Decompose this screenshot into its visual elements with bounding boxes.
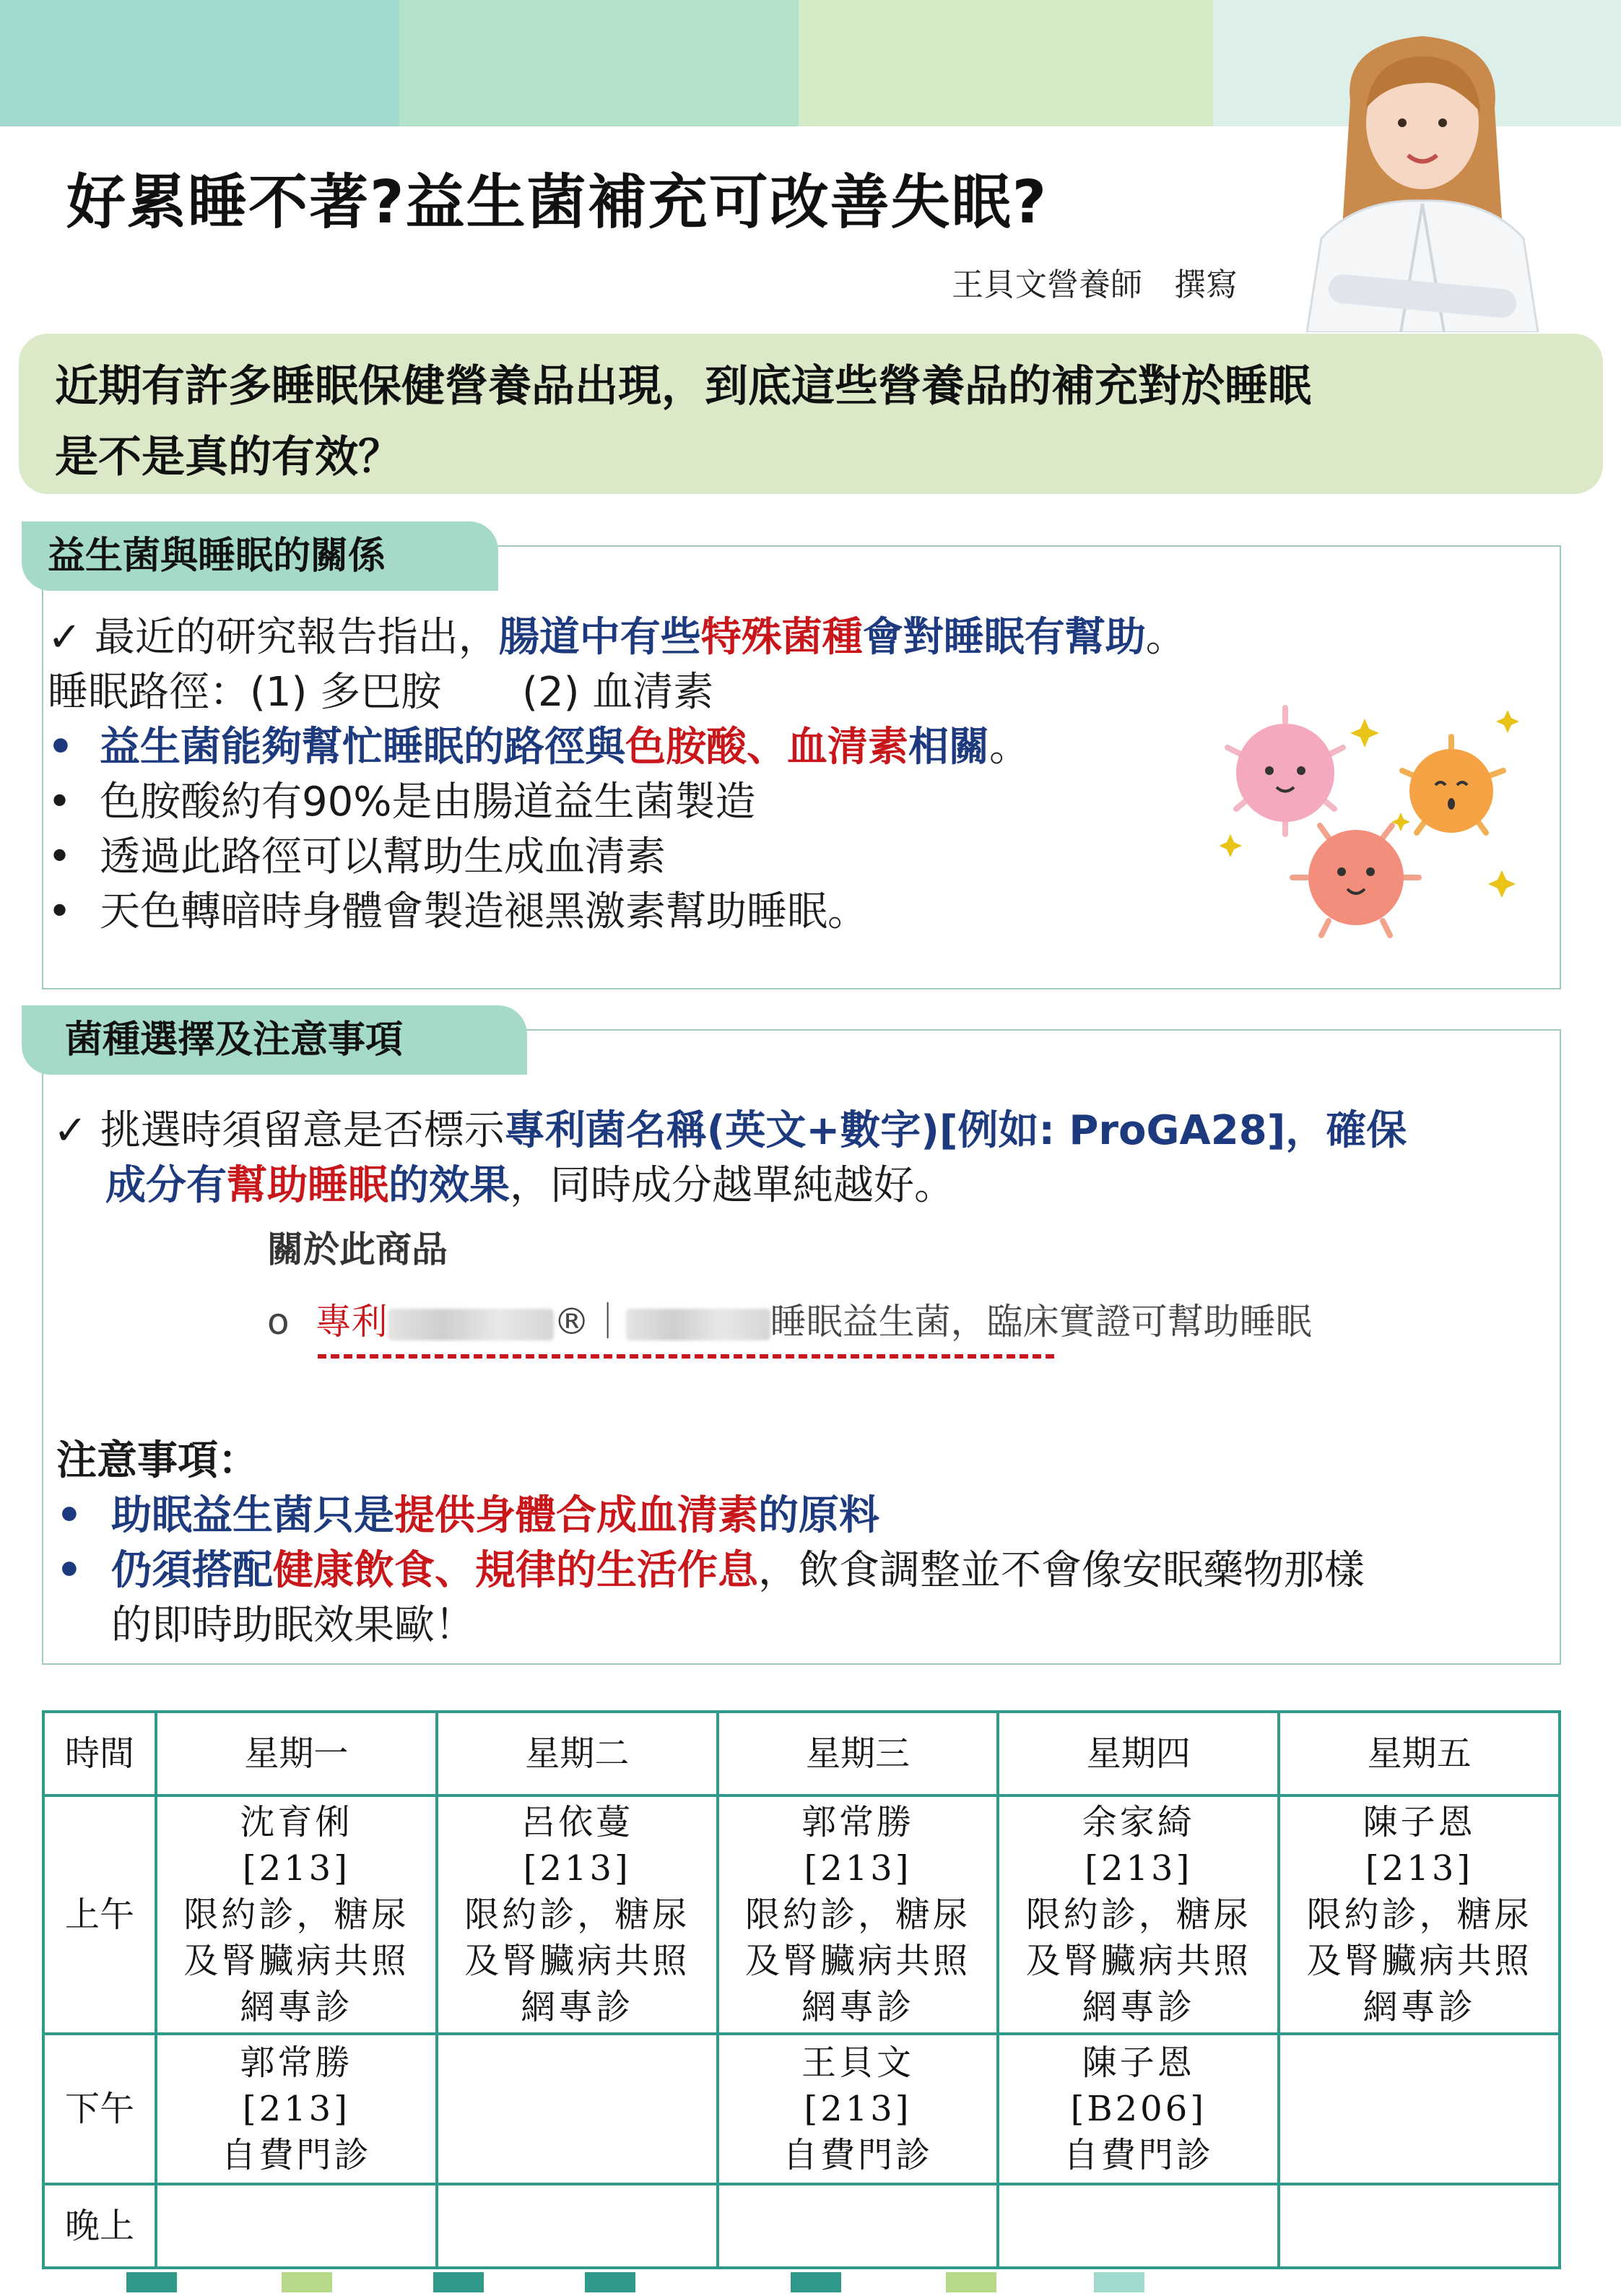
intro-line-2: 是不是真的有效？ (55, 432, 401, 482)
section1-line1: ✓ 最近的研究報告指出，腸道中有些特殊菌種會對睡眠有幫助。 (48, 614, 1186, 661)
color-band-2 (399, 0, 799, 126)
schedule-cell-line: 網專診 (1363, 1987, 1476, 2027)
schedule-cell-line: [213] (242, 1848, 350, 1889)
note-1: • 助眠益生菌只是提供身體合成血清素的原料 (56, 1489, 1365, 1543)
schedule-cell-line: 限約診，糖尿 (1306, 1894, 1532, 1935)
author-byline: 王貝文營養師 撰寫 (952, 267, 1238, 303)
schedule-cell-line: [213] (242, 2089, 350, 2129)
schedule-cell (1279, 1795, 1560, 2034)
schedule-cell (1279, 2184, 1560, 2268)
circle-bullet-icon: o (267, 1301, 290, 1343)
schedule-cell-line: 網專診 (1082, 1987, 1195, 2027)
check-icon: ✓ (48, 614, 82, 661)
schedule-cell (718, 2184, 999, 2268)
section1-bullet4: • 天色轉暗時身體會製造褪黑激素幫助睡眠。 (48, 885, 1186, 940)
schedule-cell-line: 自費門診 (221, 2135, 372, 2175)
red-dashed-underline (318, 1354, 1054, 1359)
schedule-cell (998, 2034, 1279, 2184)
probiotic-bacteria-illustration (1220, 704, 1524, 943)
product-patent-label: 專利 (315, 1301, 388, 1343)
header-wednesday: 星期三 (718, 1712, 999, 1795)
schedule-cell-line: [213] (1365, 1848, 1474, 1889)
note-2-continued: 的即時助眠效果歐！ (111, 1602, 475, 1649)
schedule-header-row (43, 1712, 1560, 1795)
section1-content (48, 610, 1186, 940)
schedule-cell-line: 郭常勝 (240, 2042, 353, 2083)
schedule-cell-line: 限約診，糖尿 (1025, 1894, 1251, 1935)
section-heading-sleep-relation: 益生菌與睡眠的關係 (22, 521, 498, 591)
schedule-cell-line: 及腎臟病共照 (464, 1941, 690, 1981)
product-figure-line: o 專利 ®｜ 睡眠益生菌，臨床實證可幫助睡眠 (267, 1301, 1312, 1343)
bullet-icon: • (56, 1492, 82, 1539)
notes-title: 注意事項： (56, 1437, 258, 1484)
schedule-period-label: 晚上 (43, 2184, 156, 2268)
schedule-period-label: 下午 (43, 2034, 156, 2184)
schedule-cell-line: 沈育俐 (240, 1802, 353, 1842)
schedule-cell-line: 限約診，糖尿 (183, 1894, 409, 1935)
schedule-cell (437, 1795, 718, 2034)
schedule-cell (156, 2184, 437, 2268)
bullet-icon: • (48, 724, 74, 771)
schedule-cell (1279, 2034, 1560, 2184)
author-portrait (1300, 14, 1545, 332)
color-band-3 (799, 0, 1213, 126)
schedule-cell-line: 限約診，糖尿 (744, 1894, 970, 1935)
schedule-cell-line: [213] (804, 1848, 912, 1889)
section-heading-strain-selection: 菌種選擇及注意事項 (22, 1005, 527, 1075)
schedule-cell (156, 2034, 437, 2184)
note-2: • 仍須搭配健康飲食、規律的生活作息，飲食調整並不會像安眠藥物那樣 (56, 1543, 1365, 1598)
schedule-cell-line: 余家綺 (1082, 1802, 1195, 1842)
schedule-cell-line: [213] (1085, 1848, 1193, 1889)
schedule-cell-line: 自費門診 (782, 2135, 933, 2175)
intro-line-1: 近期有許多睡眠保健營養品出現，到底這些營養品的補充對於睡眠 (55, 361, 1311, 412)
header-thursday: 星期四 (998, 1712, 1279, 1795)
header-monday: 星期一 (156, 1712, 437, 1795)
section2-line1: ✓ 挑選時須留意是否標示專利菌名稱(英文+數字)[例如: ProGA28]，確保 (53, 1107, 1407, 1154)
product-screenshot (245, 1221, 1473, 1387)
schedule-cell-line: 呂依蔓 (521, 1802, 634, 1842)
schedule-cell (718, 1795, 999, 2034)
schedule-cell (156, 1795, 437, 2034)
header-tuesday: 星期二 (437, 1712, 718, 1795)
schedule-period-label: 上午 (43, 1795, 156, 2034)
schedule-cell-line: 陳子恩 (1082, 2042, 1195, 2083)
blurred-product-name (388, 1309, 554, 1340)
page-title: 好累睡不著?益生菌補充可改善失眠? (66, 168, 1048, 237)
section1-bullet3: • 透過此路徑可以幫助生成血清素 (48, 830, 1186, 885)
clinic-schedule-table (42, 1710, 1561, 2269)
schedule-cell (998, 2184, 1279, 2268)
schedule-cell (718, 2034, 999, 2184)
color-band-1 (0, 0, 399, 126)
schedule-cell-line: 限約診，糖尿 (464, 1894, 690, 1935)
section2-selection-text (53, 1104, 1407, 1213)
section1-bullet2: • 色胺酸約有90%是由腸道益生菌製造 (48, 775, 1186, 830)
schedule-cell-line: 網專診 (801, 1987, 914, 2027)
schedule-cell (437, 2184, 718, 2268)
schedule-cell-line: 郭常勝 (801, 1802, 914, 1842)
schedule-cell-line: 及腎臟病共照 (744, 1941, 970, 1981)
schedule-cell (998, 1795, 1279, 2034)
sleep-path-line: 睡眠路徑：(1) 多巴胺 (2) 血清素 (48, 669, 714, 716)
header-time: 時間 (43, 1712, 156, 1795)
bullet-icon: • (48, 779, 72, 826)
schedule-cell-line: 及腎臟病共照 (1025, 1941, 1251, 1981)
section2-notes (56, 1434, 1365, 1653)
schedule-cell (437, 2034, 718, 2184)
bullet-icon: • (56, 1547, 82, 1594)
schedule-row-afternoon (43, 2034, 1560, 2184)
bottom-decoration (0, 2268, 1621, 2296)
schedule-cell-line: [B206] (1070, 2089, 1207, 2129)
schedule-cell-line: 網專診 (240, 1987, 353, 2027)
section2-line2: 成分有幫助睡眠的效果，同時成分越單純越好。 (105, 1162, 955, 1209)
bullet-icon: • (48, 833, 72, 880)
schedule-cell-line: 及腎臟病共照 (1306, 1941, 1532, 1981)
schedule-cell-line: 陳子恩 (1363, 1802, 1476, 1842)
header-friday: 星期五 (1279, 1712, 1560, 1795)
schedule-cell-line: 自費門診 (1063, 2135, 1214, 2175)
schedule-cell-line: [213] (804, 2089, 912, 2129)
schedule-cell-line: 網專診 (521, 1987, 634, 2027)
schedule-cell-line: 及腎臟病共照 (183, 1941, 409, 1981)
bullet-icon: • (48, 888, 72, 935)
section1-bullet1: • 益生菌能夠幫忙睡眠的路徑與色胺酸、血清素相關。 (48, 720, 1186, 775)
product-figure-title: 關於此商品 (267, 1229, 448, 1270)
check-icon: ✓ (53, 1107, 87, 1154)
blurred-brand-name (626, 1309, 770, 1340)
schedule-cell-line: [213] (523, 1848, 631, 1889)
schedule-cell-line: 王貝文 (801, 2042, 914, 2083)
schedule-row-evening (43, 2184, 1560, 2268)
intro-callout (19, 334, 1603, 494)
schedule-row-morning (43, 1795, 1560, 2034)
